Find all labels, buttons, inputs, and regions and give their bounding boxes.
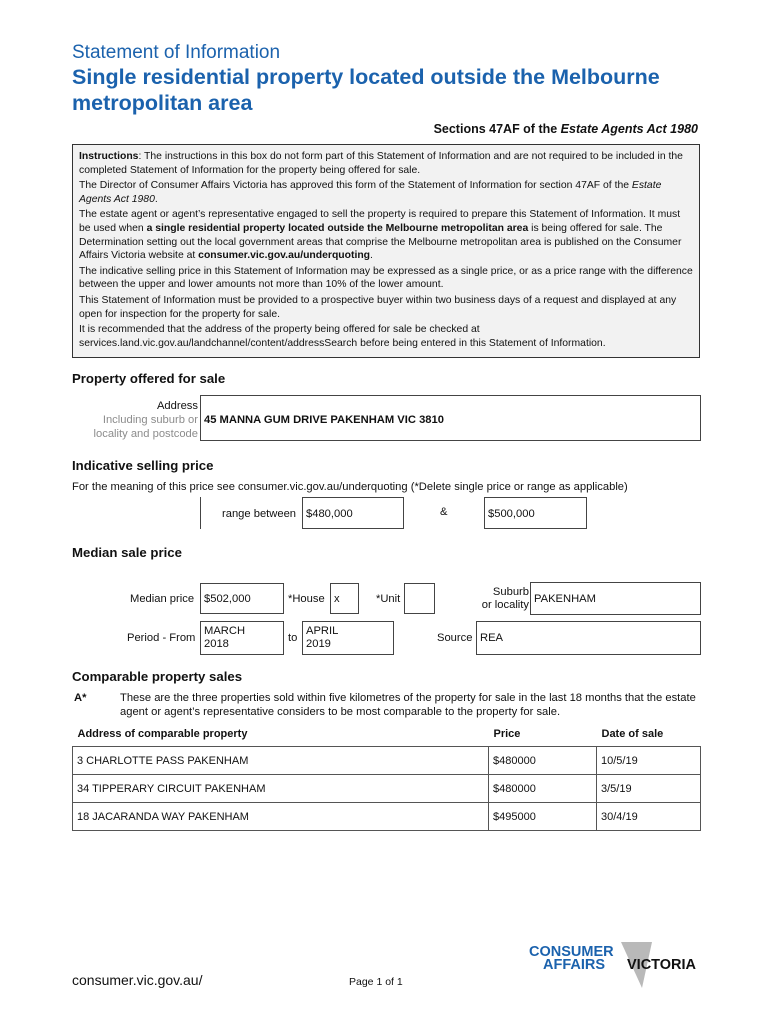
period-to-field[interactable] [302,621,394,655]
source-label: Source [437,632,473,644]
address-hint-2: locality and postcode [93,428,198,440]
table-row [73,803,701,831]
property-address-field[interactable]: 45 MANNA GUM DRIVE PAKENHAM VIC 3810 [200,395,701,441]
instructions-p1-text: : The instructions in this box do not form part of this Statement of Information and are not required to be included in the completed Statement of Information for the property being offered for sale. [79,151,683,176]
sections-reference [434,122,698,136]
col-date-header: Date of sale [601,728,664,740]
footer-url[interactable]: consumer.vic.gov.au/ [72,972,203,988]
logo-text-consumer: CONSUMER [529,944,614,960]
instructions-p4: The indicative selling price in this Statement of Information may be expressed as a single price, or as a price range with the difference between the upper and lower amounts not more than 10% of the lower amount. [79,265,693,291]
period-from-field[interactable] [200,621,284,655]
period-to-label: to [288,632,298,644]
house-checkbox[interactable]: x [330,583,359,614]
median-heading: Median sale price [72,545,182,560]
indicative-heading: Indicative selling price [72,458,214,473]
suburb-field[interactable]: PAKENHAM [530,582,701,615]
logo-text-victoria: VICTORIA [627,957,697,973]
address-label: Address [156,400,198,412]
instructions-p2-text: The Director of Consumer Affairs Victoria has approved this form of the Statement of Information for section 47AF of the [79,180,632,192]
from-year: 2018 [204,638,229,650]
instructions-p3 [79,208,693,262]
suburb-label-1: Suburb [492,586,529,598]
to-year: 2019 [306,638,331,650]
document-subtitle: Statement of Information [72,42,281,63]
comparable-heading: Comparable property sales [72,669,243,684]
comparable-address[interactable]: 3 CHARLOTTE PASS PAKENHAM [73,747,489,775]
instructions-p5: This Statement of Information must be provided to a prospective buyer within two business days of a request and displayed at any open for inspection for the property for sale. [79,294,677,320]
comparable-description: These are the three properties sold within five kilometres of the property for sale in the last 18 months that the estate agent or agent’s representative considers to be most comparable to the property for sale. [120,692,696,718]
median-price-label: Median price [130,593,195,605]
range-label: range between [222,508,297,520]
instructions-label: Instructions [79,151,139,162]
comparable-price[interactable]: $480000 [489,775,597,803]
range-low-field[interactable]: $480,000 [302,497,404,529]
comparable-address[interactable]: 34 TIPPERARY CIRCUIT PAKENHAM [73,775,489,803]
house-label: *House [288,593,325,605]
comparable-header-row [73,724,701,747]
instructions-p3-text1: The estate agent or agent’s representative engaged to sell the property is required to prepare this Statement of Information. It must be used when [79,209,681,234]
consumer-affairs-victoria-logo [527,940,705,990]
table-row [73,747,701,775]
underquoting-link[interactable]: consumer.vic.gov.au/underquoting [198,250,371,262]
address-hint-1: Including suburb or [102,414,198,426]
instructions-p6: It is recommended that the address of the property being offered for sale be checked at services.land.vic.gov.au/landchannel/content/addressSearch before being entered in this Statement of Information. [79,324,606,349]
instructions-p2-end: . [154,193,158,205]
document-title: Single residential property located outside the Melbourne metropolitan area [72,65,660,115]
instructions-p3-text2: is being offered for sale. The Determination setting out the local government areas that comprise the Melbourne metropolitan area is published on the Consumer Affairs Victoria website at [79,222,682,262]
sections-prefix: Sections 47AF of the [433,122,561,136]
unit-label: *Unit [376,593,401,605]
table-row [73,775,701,803]
from-month: MARCH [204,625,246,637]
address-label-block [94,399,198,441]
instructions-box [72,144,700,358]
instructions-p1 [79,150,693,177]
property-heading: Property offered for sale [72,371,226,386]
comparable-address[interactable]: 18 JACARANDA WAY PAKENHAM [73,803,489,831]
to-month: APRIL [306,625,339,637]
sections-act: Estate Agents Act 1980 [560,122,698,136]
col-price-header: Price [493,728,521,740]
period-from-label: Period - From [127,632,196,644]
comparable-date[interactable]: 10/5/19 [597,747,701,775]
instructions-p3-bold: a single residential property located outside the Melbourne metropolitan area [146,222,529,234]
col-address-header: Address of comparable property [77,728,248,740]
comparable-price[interactable]: $480000 [489,747,597,775]
median-price-field[interactable]: $502,000 [200,583,284,614]
range-high-field[interactable]: $500,000 [484,497,587,529]
comparable-date[interactable]: 30/4/19 [597,803,701,831]
instructions-p2-act: Estate Agents Act 1980 [79,180,662,205]
instructions-p3-end: . [370,250,373,262]
logo-text-affairs: AFFAIRS [543,957,606,973]
indicative-note: For the meaning of this price see consumer.vic.gov.au/underquoting (*Delete single price or range as applicable) [72,481,628,493]
page-number: Page 1 of 1 [349,976,403,988]
source-field[interactable]: REA [476,621,701,655]
comparable-table [72,724,701,831]
comparable-marker: A* [74,692,87,704]
suburb-label-2: or locality [481,599,529,611]
comparable-date[interactable]: 3/5/19 [597,775,701,803]
range-ampersand: & [440,506,448,518]
suburb-label-block [482,586,529,612]
unit-checkbox[interactable] [404,583,435,614]
instructions-p2 [79,179,693,206]
comparable-price[interactable]: $495000 [489,803,597,831]
